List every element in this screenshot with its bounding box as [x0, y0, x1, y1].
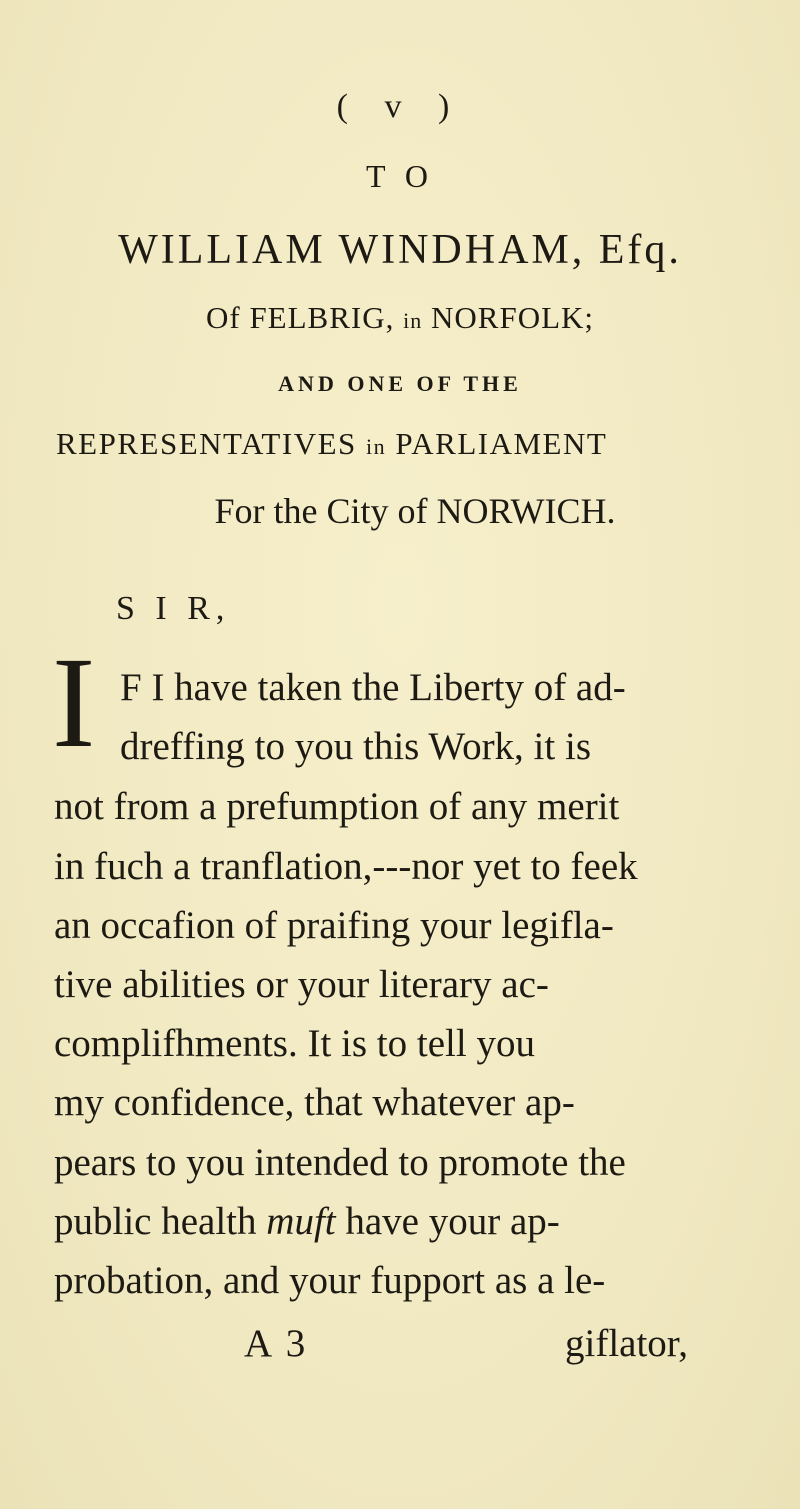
- salutation: S I R,: [116, 590, 231, 627]
- city-line: For the City of NORWICH.: [214, 491, 616, 531]
- parliament-word: PARLIAMENT: [395, 426, 608, 461]
- dedication-to: T O: [365, 158, 435, 194]
- residence-county: NORFOLK;: [431, 300, 595, 335]
- body-line-4: in fuch a tranflation,---nor yet to feek: [54, 845, 638, 888]
- body-line-8: my confidence, that whatever ap-: [54, 1081, 575, 1124]
- body-line-3: not from a prefumption of any merit: [54, 785, 620, 828]
- body-line-6: tive abilities or your literary ac-: [54, 963, 549, 1006]
- catchword: giflator,: [565, 1322, 688, 1365]
- drop-cap: I: [52, 638, 96, 748]
- body-line-2: dreffing to you this Work, it is: [120, 725, 591, 768]
- body-line-10-end: have your ap-: [335, 1200, 560, 1243]
- representatives-word: REPRESENTATIVES: [56, 426, 357, 461]
- body-line-5: an occafion of praifing your legifla-: [54, 904, 614, 947]
- body-line-9: pears to you intended to promote the: [54, 1141, 626, 1184]
- and-one-of-the: AND ONE OF THE: [278, 371, 522, 396]
- body-line-7: complifhments. It is to tell you: [54, 1022, 535, 1065]
- body-line-11: probation, and your fupport as a le-: [54, 1259, 606, 1302]
- in-word: in: [403, 308, 423, 333]
- signature-mark: A 3: [244, 1322, 309, 1365]
- page-number: ( v ): [336, 88, 464, 125]
- body-line-1: F I have taken the Liberty of ad-: [120, 666, 626, 709]
- italic-muft: muft: [266, 1200, 336, 1243]
- residence-place: FELBRIG,: [249, 300, 395, 335]
- of-prefix: Of: [205, 300, 241, 335]
- dedicatee-residence: [0, 300, 800, 336]
- dedicatee-name: WILLIAM WINDHAM, Efq.: [118, 227, 682, 273]
- representatives-line: [56, 426, 607, 462]
- body-line-10: [54, 1202, 560, 1241]
- in-word-2: in: [366, 434, 387, 459]
- body-line-10-start: public health: [54, 1200, 267, 1243]
